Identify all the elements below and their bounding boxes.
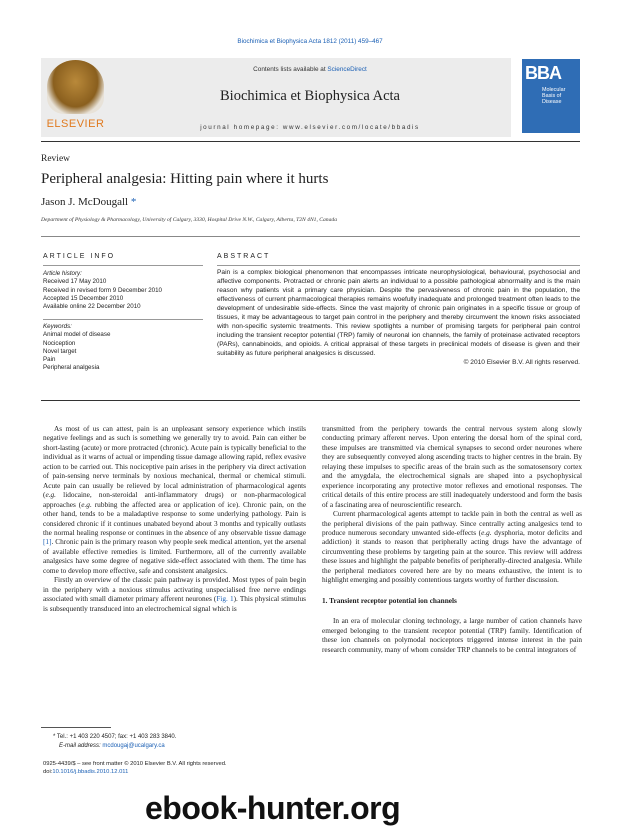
journal-reference[interactable]: Biochimica et Biophysica Acta 1812 (2011) 459–467 [237,38,383,45]
doi-line: doi:10.1016/j.bbadis.2010.12.011 [43,769,129,776]
body-paragraph: Firstly an overview of the classic pain pathway is provided. Most types of pain begin in the periphery with a noxious stimulus activating unspecialised free nerve endings associated with small diameter primary afferent neurones (Fig. 1). This physical stimulus is subsequently transduced into an electrochemical signal which is [43,575,307,613]
article-title: Peripheral analgesia: Hitting pain where it hurts [41,171,329,187]
affiliation: Department of Physiology & Pharmacology, University of Calgary, 3330, Hospital Drive N.W., Calgary, Alberta, T2N 4N1, Canada [41,217,337,223]
header-rule [41,141,580,142]
abstract-text: Pain is a complex biological phenomenon that encompasses intricate neurophysiological, behavioural, psychosocial and affective components. Protracted or chronic pain alerts an individual to a possible pathological abnormality and is the main reason why patients visit a primary care physician. Despite the pervasiveness of chronic pain in the population, the effectiveness of current pharmacological therapies remains woefully inadequate and prolonged treatment often leads to the development of undesirable side-effects. Since the vast majority of chronic pain originates in a specific tissue or group of tissues, it may be advantageous to target pain control in the periphery and thereby circumvent the known risks associated with non-specific systemic treatments. This review spotlights a number of promising targets for peripheral pain control including the transient receptor potential (TRP) family of neuronal ion channels, the family of proteinase activated receptors (PARs), cannabinoids, and opioids. A critical appraisal of these targets in preclinical models of disease is given and their suitability as future peripheral analgesics is discussed. [217,269,580,357]
front-matter-line: 0925-4439/$ – see front matter © 2010 Elsevier B.V. All rights reserved. [43,761,227,767]
body-column-right [322,424,582,654]
article-info-heading: ARTICLE INFO [43,253,116,260]
keyword-item: Novel target [43,347,77,355]
keyword-item: Pain [43,356,56,364]
abstract [217,268,580,367]
sciencedirect-link[interactable]: ScienceDirect [327,66,367,73]
abstract-rule [217,265,580,266]
article-history [43,270,203,311]
contents-available: Contents lists available at ScienceDirect [253,66,367,73]
body-column-left [43,424,306,613]
body-paragraph: In an era of molecular cloning technology, a large number of cation channels have emerged belonging to the transient receptor potential (TRP) family. Identification of these ion channels on polymodal nociceptors triggered intense interest in the pain research community, many of whom consider TRP channels to be central integrators of [322,616,582,654]
body-paragraph: transmitted from the periphery towards the central nervous system along slowly conducting primary afferent nerves. Upon entering the dorsal horn of the spinal cord, these impulses are transmitted via chemical synapses to second order neurones where they are subsequently conveyed along ascending tracts to higher centres in the brain. By relaying these impulses to specific areas of the brain such as the somatosensory cortex and the amygdala, the electrochemical signals are shaped into a psychophysical experience incorporating any protective motor reflexes and emotional responses. The critical details of this entire process are still inadequately understood and form the basis of a fascinating area of neuroscientific research. [322,424,582,509]
footnote-contact: * Tel.: +1 403 220 4507; fax: +1 403 283 3840. [53,734,177,740]
journal-title[interactable]: Biochimica et Biophysica Acta [220,88,400,104]
keyword-item: Animal model of disease [43,331,111,339]
email-link[interactable]: mcdougaj@ucalgary.ca [102,743,165,749]
abstract-heading: ABSTRACT [217,253,271,260]
history-item: Available online 22 December 2010 [43,303,141,311]
history-label: Article history: [43,270,82,277]
abstract-bottom-rule [41,400,580,401]
footnote-email: E-mail address: mcdougaj@ucalgary.ca [59,743,165,749]
title-rule [41,236,580,237]
article-info-rule [43,265,203,266]
keyword-item: Peripheral analgesia [43,364,100,372]
publisher-logo-text: ELSEVIER [46,118,105,130]
keywords-label: Keywords: [43,323,72,330]
doi-link[interactable]: 10.1016/j.bbadis.2010.12.011 [52,769,129,776]
history-item: Received 17 May 2010 [43,278,107,286]
history-item: Accepted 15 December 2010 [43,294,124,302]
journal-homepage[interactable]: journal homepage: www.elsevier.com/locate/bbadis [200,124,420,131]
body-paragraph: As most of us can attest, pain is an unpleasant sensory experience which instils negative feelings and as such is something we generally try to avoid. Pain can either be short-lasting (acute) or more protracted (chronic). Acute pain is typically beneficial to the individual as it warns of actual or impending tissue damage allowing rapid, reflex evasive action to be carried out. This nociceptive pain arises in the periphery via direct activation of pain-sensing nerve terminals by noxious mechanical, thermal or chemical stimuli. Acute pain can usually be relieved by local administration of pharmacological agents (e.g. lidocaine, non-steroidal anti-inflammatory drugs) or non-pharmacological approaches (e.g. rubbing the affected area or application of ice). Chronic pain, on the other hand, tends to be a maladaptive response to some underlying pathology. Pain is considered chronic if it continues unabated beyond about 3 months and typically outlasts the normal healing response or continues in the absence of any observable tissue damage [1]. Chronic pain is the primary reason why people seek medical attention, yet the arsenal of available effective remedies is limited. Furthermore, all of the currently available analgesics have some degree of negative side-effect associated with them. The time has come to develop more effective, safe and consistent analgesics. [43,424,307,575]
cover-subtitle: Molecular Basis of Disease [542,87,566,105]
keywords [43,323,203,373]
abstract-copyright: © 2010 Elsevier B.V. All rights reserved. [463,359,580,366]
tree-logo-icon [47,60,104,114]
history-item: Received in revised form 9 December 2010 [43,286,162,294]
watermark: ebook-hunter.org [145,790,401,826]
figure-link[interactable]: Fig. 1 [216,594,234,604]
front-matter-info [43,760,227,776]
reference-link[interactable]: [1] [43,537,52,547]
footnote [53,733,176,751]
article-type: Review [41,154,71,164]
keywords-rule [43,319,203,320]
cover-title: BBA [525,63,561,83]
section-heading: 1. Transient receptor potential ion channels [322,595,457,605]
journal-cover[interactable] [522,59,580,133]
elsevier-logo[interactable] [43,58,108,134]
author-name: Jason J. McDougall * [41,196,137,208]
keyword-item: Nociception [43,339,76,347]
footnote-rule [41,727,111,728]
author-footnote-link[interactable]: * [130,196,137,208]
body-paragraph: Current pharmacological agents attempt to tackle pain in both the central as well as the peripheral divisions of the pain pathway. Since centrally acting analgesics tend to produce numerous secondary unwanted side-effects (e.g. dysphoria, motor deficits and addiction) it stands to reason that peripherally acting drugs have the advantage of circumventing these problems by targeting pain at the source. This review will address these issues and highlight the palpable benefits of peripherally-directed analgesia. While the peripheral mediators covered here are by no means exhaustive, the intent is to highlight emerging and possibly contentious targets worthy of further discussion. [322,509,583,585]
